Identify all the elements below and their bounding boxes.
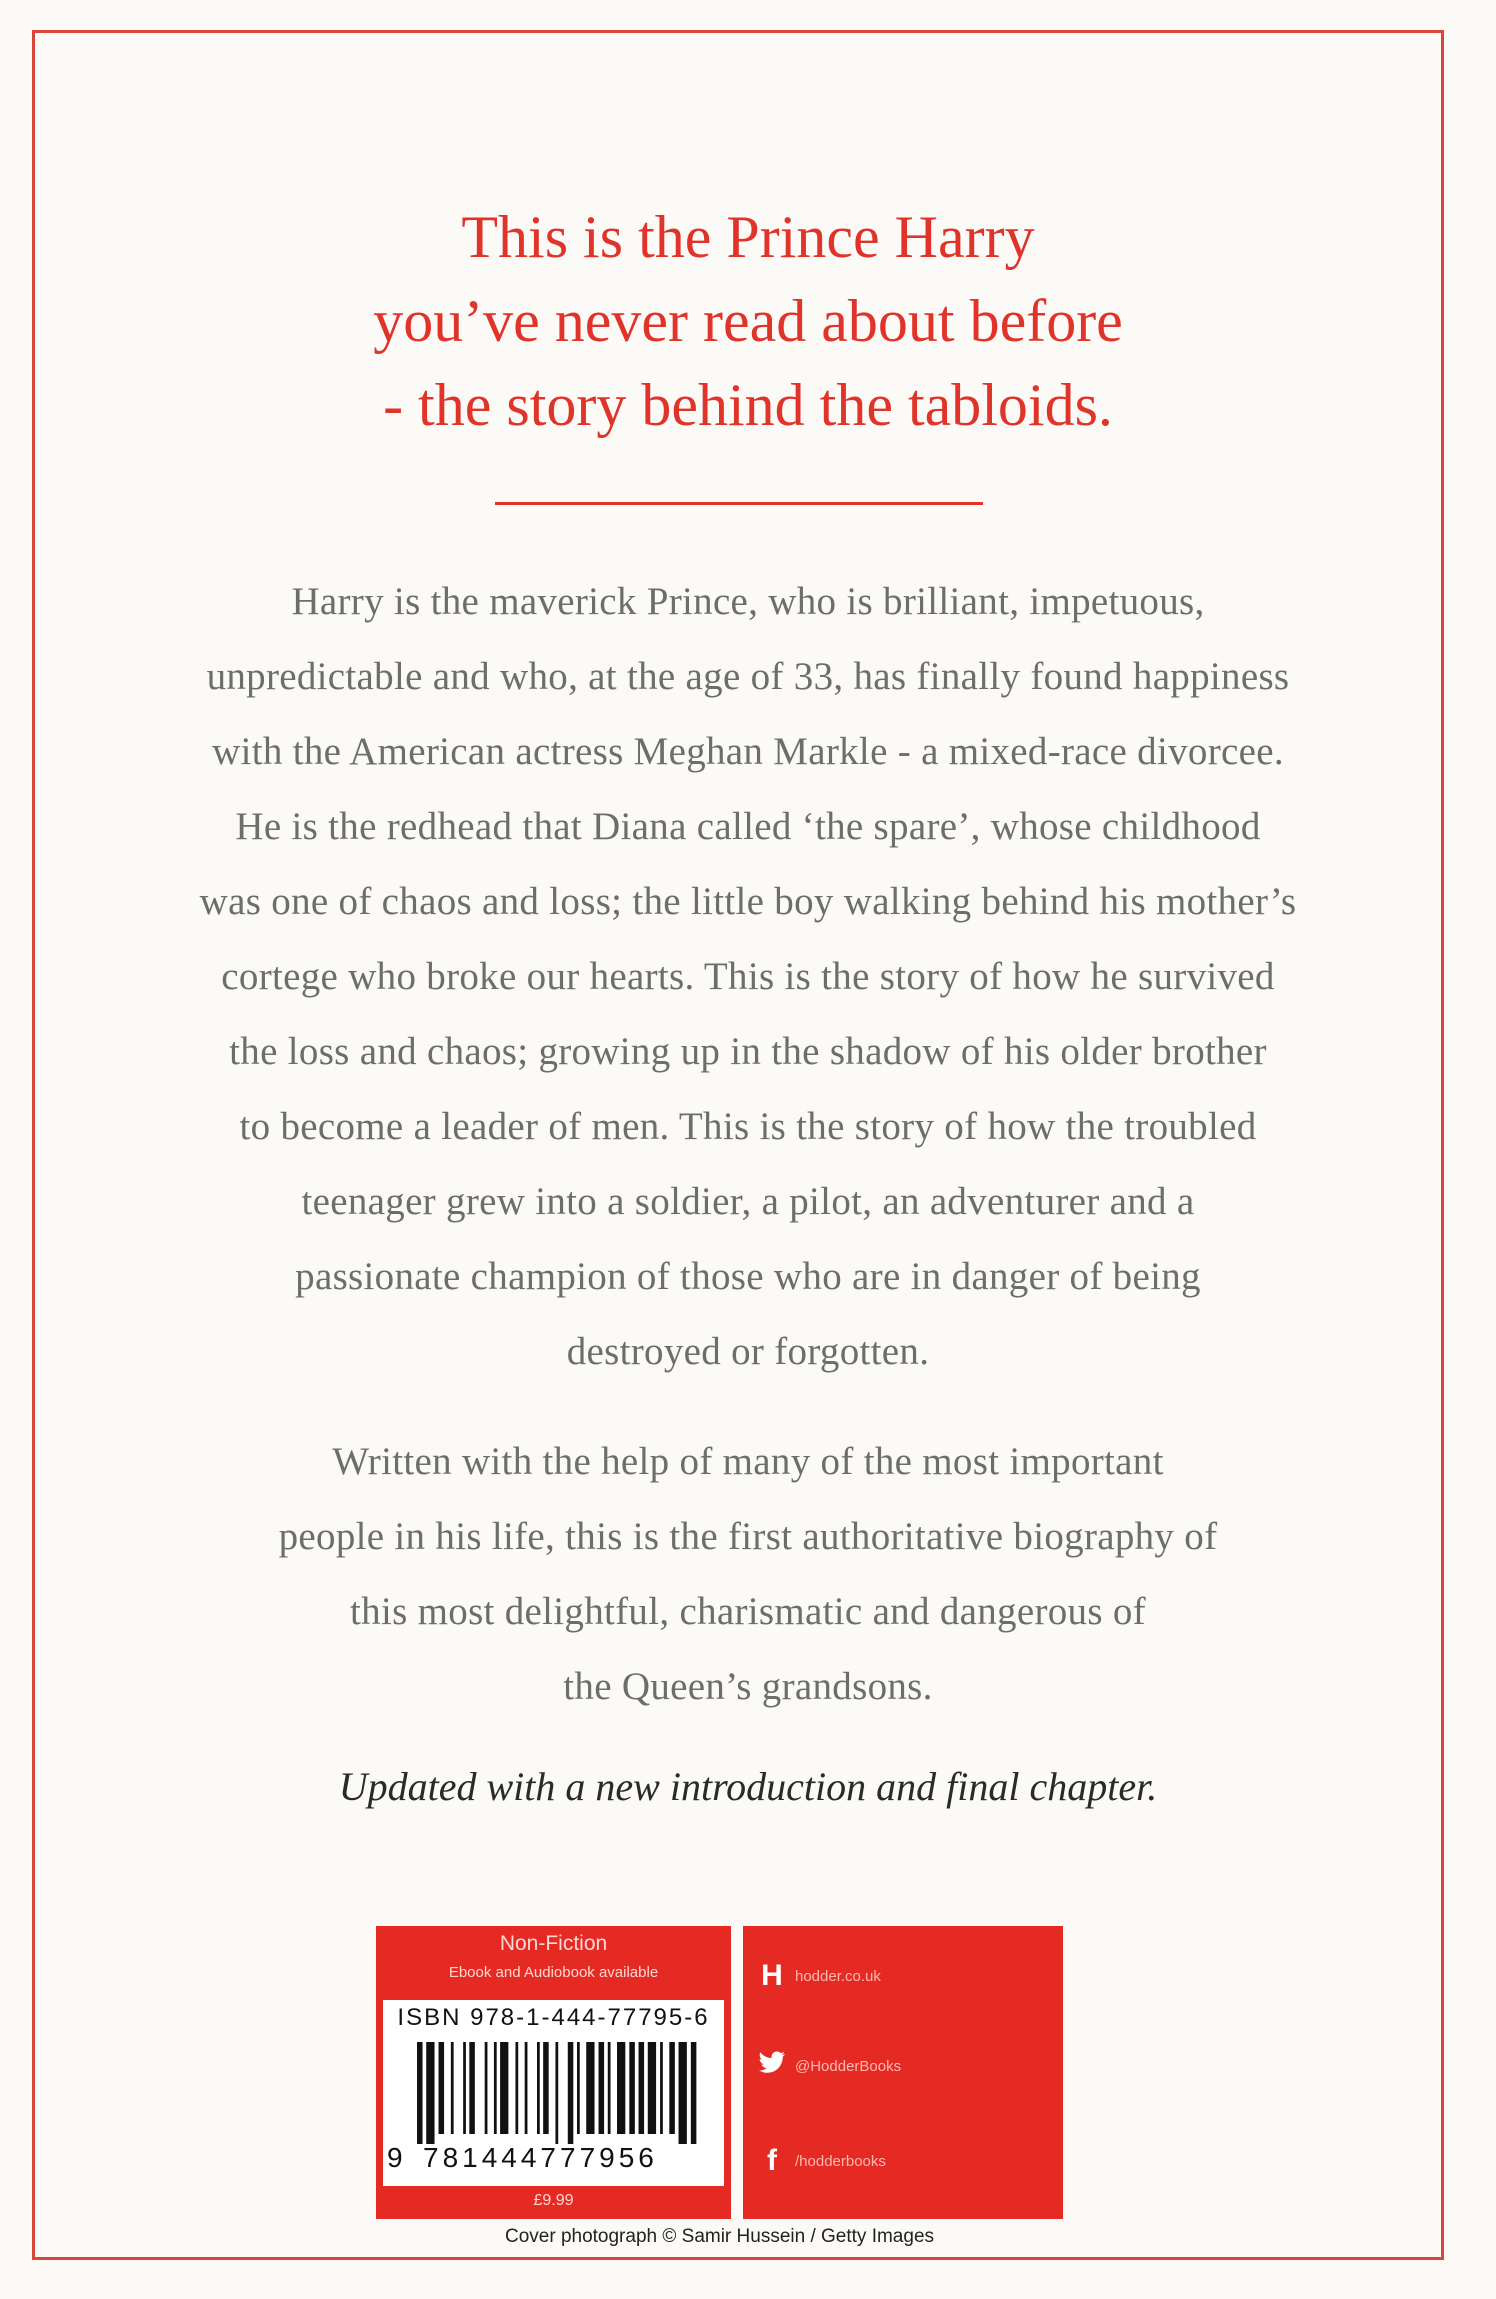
- twitter-bird-icon: [755, 2049, 789, 2083]
- blurb-line: teenager grew into a soldier, a pilot, an adventurer and a: [301, 1180, 1195, 1223]
- blurb-line: the Queen’s grandsons.: [563, 1665, 933, 1708]
- blurb-line: to become a leader of men. This is the story of how the troubled: [239, 1105, 1257, 1148]
- barcode-bar: [485, 2042, 488, 2134]
- barcode-bar: [500, 2042, 508, 2134]
- blurb-paragraph-1: [110, 564, 1386, 1389]
- facebook-row: [755, 2143, 886, 2179]
- twitter-label: @HodderBooks: [795, 2057, 902, 2075]
- barcode-bar: [537, 2042, 540, 2134]
- barcode-bar: [648, 2042, 656, 2134]
- barcode-panel: [376, 1926, 731, 2219]
- barcode-bar: [617, 2042, 625, 2134]
- barcode-bar: [525, 2042, 528, 2134]
- barcode-bar: [639, 2042, 645, 2134]
- price-label: £9.99: [533, 2192, 574, 2209]
- barcode-bar: [543, 2042, 549, 2134]
- barcode-bar: [555, 2042, 558, 2144]
- barcode-bar: [439, 2042, 445, 2134]
- headline: [200, 195, 1296, 447]
- barcode-icon: [417, 2042, 697, 2144]
- twitter-bird-svg: [758, 2051, 786, 2075]
- isbn-label: ISBN 978-1-444-77795-6: [397, 2004, 710, 2031]
- publisher-panel: [743, 1926, 1063, 2219]
- twitter-row: [755, 2048, 901, 2084]
- headline-line: - the story behind the tabloids.: [383, 372, 1113, 438]
- barcode-first-digit: 9: [387, 2142, 403, 2173]
- facebook-label: /hodderbooks: [795, 2152, 886, 2170]
- blurb-line: with the American actress Meghan Markle - a mixed-race divorcee.: [212, 730, 1284, 773]
- blurb-line: was one of chaos and loss; the little boy walking behind his mother’s: [199, 880, 1297, 923]
- headline-divider: [495, 502, 983, 505]
- barcode-bar: [608, 2042, 611, 2134]
- website-row: [755, 1958, 881, 1994]
- barcode-bar: [660, 2042, 663, 2134]
- barcode-number: [383, 2138, 724, 2178]
- barcode-bar: [494, 2042, 497, 2134]
- blurb-paragraph-2: [110, 1424, 1386, 1724]
- blurb-line: passionate champion of those who are in danger of being: [295, 1255, 1201, 1298]
- blurb-line: unpredictable and who, at the age of 33, has finally found happiness: [206, 655, 1290, 698]
- barcode-bar: [599, 2042, 605, 2134]
- barcode-box: [383, 2000, 724, 2186]
- barcode-bar: [629, 2042, 635, 2134]
- barcode-bar: [568, 2042, 574, 2144]
- barcode-bar: [426, 2042, 434, 2144]
- updated-note: Updated with a new introduction and final chapter.: [338, 1764, 1158, 1809]
- blurb-line: cortege who broke our hearts. This is the story of how he survived: [221, 955, 1275, 998]
- website-label: hodder.co.uk: [795, 1967, 881, 1985]
- facebook-f-icon: f: [767, 2144, 777, 2177]
- barcode-bar: [679, 2042, 687, 2144]
- hodder-logo-icon: H: [761, 1959, 783, 1992]
- blurb-line: Written with the help of many of the most important: [332, 1440, 1164, 1483]
- barcode-bar: [417, 2042, 423, 2144]
- barcode-bar: [469, 2042, 475, 2134]
- barcode-bar: [463, 2042, 466, 2134]
- barcode-digits: 781444777956: [423, 2142, 658, 2173]
- barcode-bar: [669, 2042, 675, 2134]
- blurb-line: the loss and chaos; growing up in the shadow of his older brother: [229, 1030, 1267, 1073]
- barcode-bar: [577, 2042, 580, 2134]
- genre-label: Non-Fiction: [499, 1932, 608, 1955]
- blurb-line: He is the redhead that Diana called ‘the spare’, whose childhood: [235, 805, 1261, 848]
- blurb-line: people in his life, this is the first authoritative biography of: [278, 1515, 1218, 1558]
- barcode-bar: [515, 2042, 518, 2134]
- headline-line: you’ve never read about before: [373, 288, 1123, 354]
- barcode-bar: [586, 2042, 594, 2134]
- blurb-line: this most delightful, charismatic and dangerous of: [350, 1590, 1146, 1633]
- formats-label: Ebook and Audiobook available: [448, 1964, 659, 1981]
- barcode-bar: [451, 2042, 454, 2134]
- blurb-line: destroyed or forgotten.: [566, 1330, 930, 1373]
- photo-credit: Cover photograph © Samir Hussein / Getty Images: [504, 2226, 935, 2247]
- barcode-bar: [691, 2042, 697, 2144]
- headline-line: This is the Prince Harry: [461, 204, 1035, 270]
- blurb-line: Harry is the maverick Prince, who is brilliant, impetuous,: [291, 580, 1205, 623]
